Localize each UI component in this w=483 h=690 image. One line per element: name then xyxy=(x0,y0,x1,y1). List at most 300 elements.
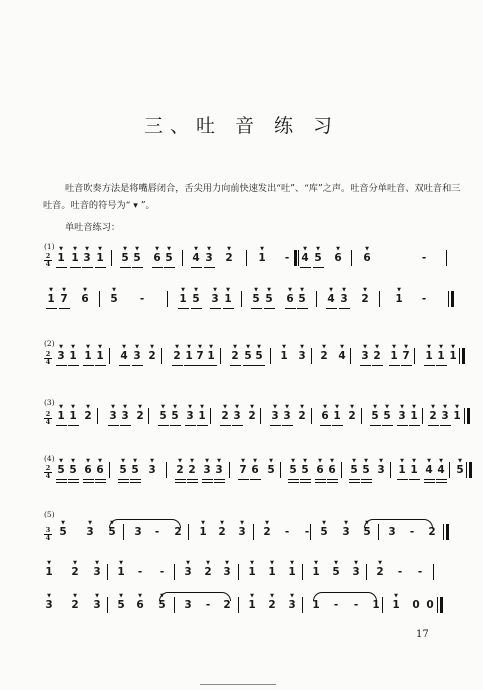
tongue-mark: ▼ xyxy=(318,458,322,464)
underline xyxy=(132,365,143,366)
underline xyxy=(285,308,296,309)
note: 5 xyxy=(383,410,391,422)
note: 5 xyxy=(108,526,116,538)
meter-top: 2 xyxy=(45,350,51,358)
underline xyxy=(120,425,131,426)
notation-row xyxy=(44,594,462,618)
note: 3 xyxy=(398,410,406,422)
underline xyxy=(409,479,420,480)
note: - xyxy=(397,566,403,578)
underline xyxy=(130,479,141,480)
note: 1 xyxy=(425,350,433,362)
tongue-mark: ▼ xyxy=(119,593,123,599)
tongue-mark: ▼ xyxy=(59,404,63,410)
note: - xyxy=(304,526,310,538)
note: 3 xyxy=(388,526,396,538)
note: 5 xyxy=(298,293,306,305)
note: 6 xyxy=(81,293,89,305)
tongue-mark: ▼ xyxy=(138,404,142,410)
exercise-label-4: (4) xyxy=(44,454,55,463)
time-signature xyxy=(44,411,52,425)
barline xyxy=(433,564,434,580)
tongue-mark: ▼ xyxy=(270,593,274,599)
tongue-mark: ▼ xyxy=(112,287,116,293)
note: 3 xyxy=(340,293,348,305)
note: 2 xyxy=(223,599,231,611)
barline xyxy=(464,408,465,424)
note: 2 xyxy=(71,566,79,578)
note: 3 xyxy=(203,464,211,476)
barline xyxy=(220,348,221,364)
tie-arc xyxy=(159,592,231,601)
barline xyxy=(238,597,239,613)
meter-top: 2 xyxy=(45,410,51,418)
tongue-mark: ▼ xyxy=(270,560,274,566)
note: 5 xyxy=(289,464,297,476)
underline xyxy=(382,425,393,426)
tongue-mark: ▼ xyxy=(412,404,416,410)
note: - xyxy=(421,293,427,305)
note: 1 xyxy=(84,350,92,362)
note: 7 xyxy=(239,464,247,476)
underline xyxy=(436,479,447,480)
underline xyxy=(220,425,231,426)
tongue-mark: ▼ xyxy=(260,246,264,252)
note: 2 xyxy=(268,599,276,611)
note: 3 xyxy=(271,410,279,422)
tongue-mark: ▼ xyxy=(61,520,65,526)
tongue-mark: ▼ xyxy=(322,520,326,526)
tongue-mark: ▼ xyxy=(329,287,333,293)
tongue-mark: ▼ xyxy=(88,520,92,526)
tongue-mark: ▼ xyxy=(49,287,53,293)
tongue-mark: ▼ xyxy=(246,344,250,350)
note: - xyxy=(284,526,290,538)
tongue-mark: ▼ xyxy=(427,344,431,350)
underline xyxy=(68,365,79,366)
note: 3 xyxy=(86,526,94,538)
barline xyxy=(379,291,380,307)
note: 2 xyxy=(320,350,328,362)
tongue-mark: ▼ xyxy=(47,560,51,566)
tongue-mark: ▼ xyxy=(123,404,127,410)
underline xyxy=(282,425,293,426)
note: - xyxy=(154,526,160,538)
tongue-mark: ▼ xyxy=(73,593,77,599)
tongue-mark: ▼ xyxy=(85,246,89,252)
note: - xyxy=(205,599,211,611)
tongue-mark: ▼ xyxy=(350,404,354,410)
note: 3 xyxy=(45,599,53,611)
double-underline xyxy=(288,482,299,483)
tongue-mark: ▼ xyxy=(373,404,377,410)
tongue-mark: ▼ xyxy=(364,458,368,464)
tongue-mark: ▼ xyxy=(187,344,191,350)
underline xyxy=(339,308,350,309)
tongue-mark: ▼ xyxy=(458,458,462,464)
meter-bottom: 4 xyxy=(45,471,51,480)
tongue-mark: ▼ xyxy=(198,344,202,350)
tongue-mark: ▼ xyxy=(73,560,77,566)
tongue-mark: ▼ xyxy=(233,344,237,350)
tongue-mark: ▼ xyxy=(342,287,346,293)
tongue-mark: ▼ xyxy=(178,458,182,464)
note: 5 xyxy=(371,410,379,422)
underline xyxy=(187,479,198,480)
note: 3 xyxy=(211,293,219,305)
meter-top: 2 xyxy=(45,464,51,472)
note: 6 xyxy=(136,599,144,611)
barline xyxy=(302,597,303,613)
note: 4 xyxy=(192,252,200,264)
tongue-mark: ▼ xyxy=(209,344,213,350)
intro-paragraph xyxy=(43,180,461,214)
underline xyxy=(397,425,408,426)
note: 5 xyxy=(267,464,275,476)
note: 1 xyxy=(117,566,125,578)
tongue-mark: ▼ xyxy=(138,593,142,599)
note: 5 xyxy=(117,599,125,611)
tongue-mark: ▼ xyxy=(226,287,230,293)
double-underline xyxy=(118,482,129,483)
underline xyxy=(214,479,225,480)
barline xyxy=(166,462,167,478)
barline xyxy=(366,564,367,580)
note: 2 xyxy=(84,410,92,422)
tongue-mark: ▼ xyxy=(334,560,338,566)
tongue-mark: ▼ xyxy=(323,404,327,410)
tongue-mark: ▼ xyxy=(300,404,304,410)
note: 5 xyxy=(362,464,370,476)
note: 1 xyxy=(390,350,398,362)
underline xyxy=(108,425,119,426)
tongue-mark: ▼ xyxy=(400,458,404,464)
barline xyxy=(311,408,312,424)
underline xyxy=(361,479,372,480)
note: 2 xyxy=(188,464,196,476)
underline xyxy=(320,425,331,426)
tongue-mark: ▼ xyxy=(335,404,339,410)
note: 3 xyxy=(184,566,192,578)
note: - xyxy=(409,526,415,538)
note: 1 xyxy=(258,252,266,264)
underline xyxy=(251,308,262,309)
single-tongue-heading: 单吐音练习： xyxy=(65,222,121,233)
note: 2 xyxy=(348,410,356,422)
tongue-mark: ▼ xyxy=(300,344,304,350)
barline xyxy=(443,524,444,540)
barline xyxy=(422,408,423,424)
tongue-mark: ▼ xyxy=(207,246,211,252)
barline xyxy=(109,348,110,364)
note: 3 xyxy=(148,464,156,476)
note: 3 xyxy=(121,410,129,422)
underline xyxy=(264,308,275,309)
tongue-mark: ▼ xyxy=(439,344,443,350)
tongue-mark: ▼ xyxy=(200,404,204,410)
page-number: 17 xyxy=(416,629,429,640)
tongue-mark: ▼ xyxy=(451,344,455,350)
tongue-mark: ▼ xyxy=(250,593,254,599)
double-underline xyxy=(214,482,225,483)
tongue-mark: ▼ xyxy=(175,344,179,350)
note: 5 xyxy=(133,252,141,264)
barline xyxy=(448,291,449,307)
note: 1 xyxy=(268,566,276,578)
tongue-mark: ▼ xyxy=(190,458,194,464)
tongue-mark: ▼ xyxy=(95,560,99,566)
note: 6 xyxy=(363,252,371,264)
tongue-mark: ▼ xyxy=(71,458,75,464)
tie-arc xyxy=(364,519,433,528)
underline xyxy=(436,365,447,366)
double-underline xyxy=(83,482,94,483)
tongue-mark: ▼ xyxy=(235,404,239,410)
barline xyxy=(148,408,149,424)
tongue-mark: ▼ xyxy=(400,404,404,410)
note: 1 xyxy=(96,350,104,362)
tongue-mark: ▼ xyxy=(240,520,244,526)
double-underline xyxy=(327,482,338,483)
underline xyxy=(370,425,381,426)
tongue-mark: ▼ xyxy=(365,520,369,526)
intro-text: 吐音吹奏方法是将嘴唇闭合，舌尖用力向前快速发出“吐”、“库”之声。吐音分单吐音、双吐音和三吐音。吐音的符号为“ ▾ ”。 xyxy=(43,183,461,211)
underline xyxy=(300,267,311,268)
note: 5 xyxy=(252,293,260,305)
tongue-mark: ▼ xyxy=(73,246,77,252)
note: 5 xyxy=(265,293,273,305)
tongue-mark: ▼ xyxy=(121,458,125,464)
barline xyxy=(241,291,242,307)
underline xyxy=(372,365,383,366)
tongue-mark: ▼ xyxy=(150,458,154,464)
barline xyxy=(167,291,168,307)
final-barline xyxy=(462,348,465,364)
underline xyxy=(254,365,265,366)
underline xyxy=(238,479,249,480)
note: 3 xyxy=(205,252,213,264)
note: 2 xyxy=(376,566,384,578)
note: 5 xyxy=(110,293,118,305)
note: 5 xyxy=(171,410,179,422)
note: 2 xyxy=(174,526,182,538)
note: 1 xyxy=(179,293,187,305)
tongue-mark: ▼ xyxy=(220,520,224,526)
underline xyxy=(243,365,254,366)
time-signature xyxy=(44,253,52,267)
tongue-mark: ▼ xyxy=(316,246,320,252)
tongue-mark: ▼ xyxy=(86,404,90,410)
tongue-mark: ▼ xyxy=(282,344,286,350)
note: - xyxy=(333,599,339,611)
note: 1 xyxy=(410,410,418,422)
note: 6 xyxy=(84,464,92,476)
tongue-mark: ▼ xyxy=(404,344,408,350)
tongue-mark: ▼ xyxy=(95,593,99,599)
note: 4 xyxy=(437,464,445,476)
note: 3 xyxy=(283,410,291,422)
meter-bottom: 4 xyxy=(45,533,51,542)
tongue-mark: ▼ xyxy=(188,404,192,410)
exercise-label-2: (2) xyxy=(44,339,55,348)
underline xyxy=(158,425,169,426)
underline xyxy=(56,365,67,366)
notation-row xyxy=(44,288,462,312)
note: 6 xyxy=(316,464,324,476)
tongue-mark: ▼ xyxy=(227,246,231,252)
note: 1 xyxy=(453,410,461,422)
tongue-mark: ▼ xyxy=(160,593,164,599)
note: 7 xyxy=(402,350,410,362)
underline xyxy=(300,479,311,480)
underline xyxy=(206,365,217,366)
tongue-mark: ▼ xyxy=(254,287,258,293)
note: 4 xyxy=(301,252,309,264)
tongue-mark: ▼ xyxy=(71,404,75,410)
repeat-barline xyxy=(294,250,297,266)
underline xyxy=(401,365,412,366)
notation-row xyxy=(44,459,462,483)
tongue-mark: ▼ xyxy=(167,246,171,252)
tongue-mark: ▼ xyxy=(330,458,334,464)
tongue-mark: ▼ xyxy=(194,287,198,293)
underline xyxy=(313,267,324,268)
note: 1 xyxy=(185,350,193,362)
barline xyxy=(97,408,98,424)
note: 1 xyxy=(207,350,215,362)
tongue-mark: ▼ xyxy=(375,344,379,350)
tongue-mark: ▼ xyxy=(269,458,273,464)
note: 5 xyxy=(244,350,252,362)
note: 5 xyxy=(363,526,371,538)
underline xyxy=(297,308,308,309)
note: 1 xyxy=(57,410,65,422)
underline xyxy=(70,267,81,268)
underline xyxy=(68,425,79,426)
barline xyxy=(310,524,311,540)
underline xyxy=(119,365,130,366)
underline xyxy=(223,308,234,309)
note: 6 xyxy=(286,293,294,305)
tongue-mark: ▼ xyxy=(363,344,367,350)
tongue-mark: ▼ xyxy=(378,560,382,566)
note: 1 xyxy=(71,252,79,264)
note: 5 xyxy=(165,252,173,264)
note: 3 xyxy=(93,566,101,578)
note: 3 xyxy=(186,410,194,422)
underline xyxy=(184,365,195,366)
double-underline xyxy=(315,482,326,483)
double-underline xyxy=(424,482,435,483)
barline xyxy=(446,250,447,266)
note: 4 xyxy=(338,350,346,362)
note: 2 xyxy=(176,464,184,476)
tongue-mark: ▼ xyxy=(86,344,90,350)
tongue-mark: ▼ xyxy=(354,560,358,566)
note: 5 xyxy=(320,526,328,538)
notation-row xyxy=(44,561,462,585)
underline xyxy=(83,365,94,366)
tongue-mark: ▼ xyxy=(59,344,63,350)
note: 3 xyxy=(441,410,449,422)
underline xyxy=(170,425,181,426)
note: 3 xyxy=(223,566,231,578)
underline xyxy=(59,308,70,309)
underline xyxy=(68,479,79,480)
note: 2 xyxy=(148,350,156,362)
note: 2 xyxy=(218,526,226,538)
note: 1 xyxy=(57,252,65,264)
note: 0 xyxy=(412,599,420,611)
tongue-mark: ▼ xyxy=(250,404,254,410)
barline xyxy=(253,524,254,540)
time-signature xyxy=(44,527,52,541)
note: 3 xyxy=(133,350,141,362)
note: 5 xyxy=(456,464,464,476)
tongue-mark: ▼ xyxy=(62,287,66,293)
barline xyxy=(382,597,383,613)
underline xyxy=(397,479,408,480)
note: 2 xyxy=(429,410,437,422)
tongue-mark: ▼ xyxy=(385,404,389,410)
note: 3 xyxy=(352,566,360,578)
meter-bottom: 4 xyxy=(45,259,51,268)
underline xyxy=(152,267,163,268)
tongue-mark: ▼ xyxy=(314,560,318,566)
underline xyxy=(175,479,186,480)
tongue-mark: ▼ xyxy=(365,246,369,252)
note: 5 xyxy=(159,410,167,422)
underline xyxy=(270,425,281,426)
tongue-mark: ▼ xyxy=(394,593,398,599)
tie-arc xyxy=(313,592,377,601)
note: 1 xyxy=(410,464,418,476)
note: 3 xyxy=(184,599,192,611)
tongue-mark: ▼ xyxy=(161,404,165,410)
barline xyxy=(350,348,351,364)
note: - xyxy=(284,252,290,264)
note: 1 xyxy=(69,410,77,422)
note: 1 xyxy=(398,464,406,476)
note: 1 xyxy=(372,599,380,611)
note: 2 xyxy=(204,566,212,578)
underline xyxy=(315,479,326,480)
note: 5 xyxy=(255,350,263,362)
tongue-mark: ▼ xyxy=(427,458,431,464)
tongue-mark: ▼ xyxy=(133,458,137,464)
time-signature xyxy=(44,351,52,365)
barline xyxy=(459,348,460,364)
barline xyxy=(111,250,112,266)
double-underline xyxy=(349,482,360,483)
note: - xyxy=(421,252,427,264)
underline xyxy=(204,267,215,268)
barline xyxy=(437,597,438,613)
underline xyxy=(56,267,67,268)
exercise-label-3: (3) xyxy=(44,398,55,407)
footer-rule xyxy=(200,684,276,685)
tongue-mark: ▼ xyxy=(205,458,209,464)
tongue-mark: ▼ xyxy=(290,560,294,566)
underline xyxy=(191,308,202,309)
underline xyxy=(185,425,196,426)
note: 1 xyxy=(333,410,341,422)
tongue-mark: ▼ xyxy=(98,458,102,464)
note: 4 xyxy=(327,293,335,305)
note: 6 xyxy=(334,252,342,264)
note: 1 xyxy=(288,566,296,578)
underline xyxy=(332,425,343,426)
